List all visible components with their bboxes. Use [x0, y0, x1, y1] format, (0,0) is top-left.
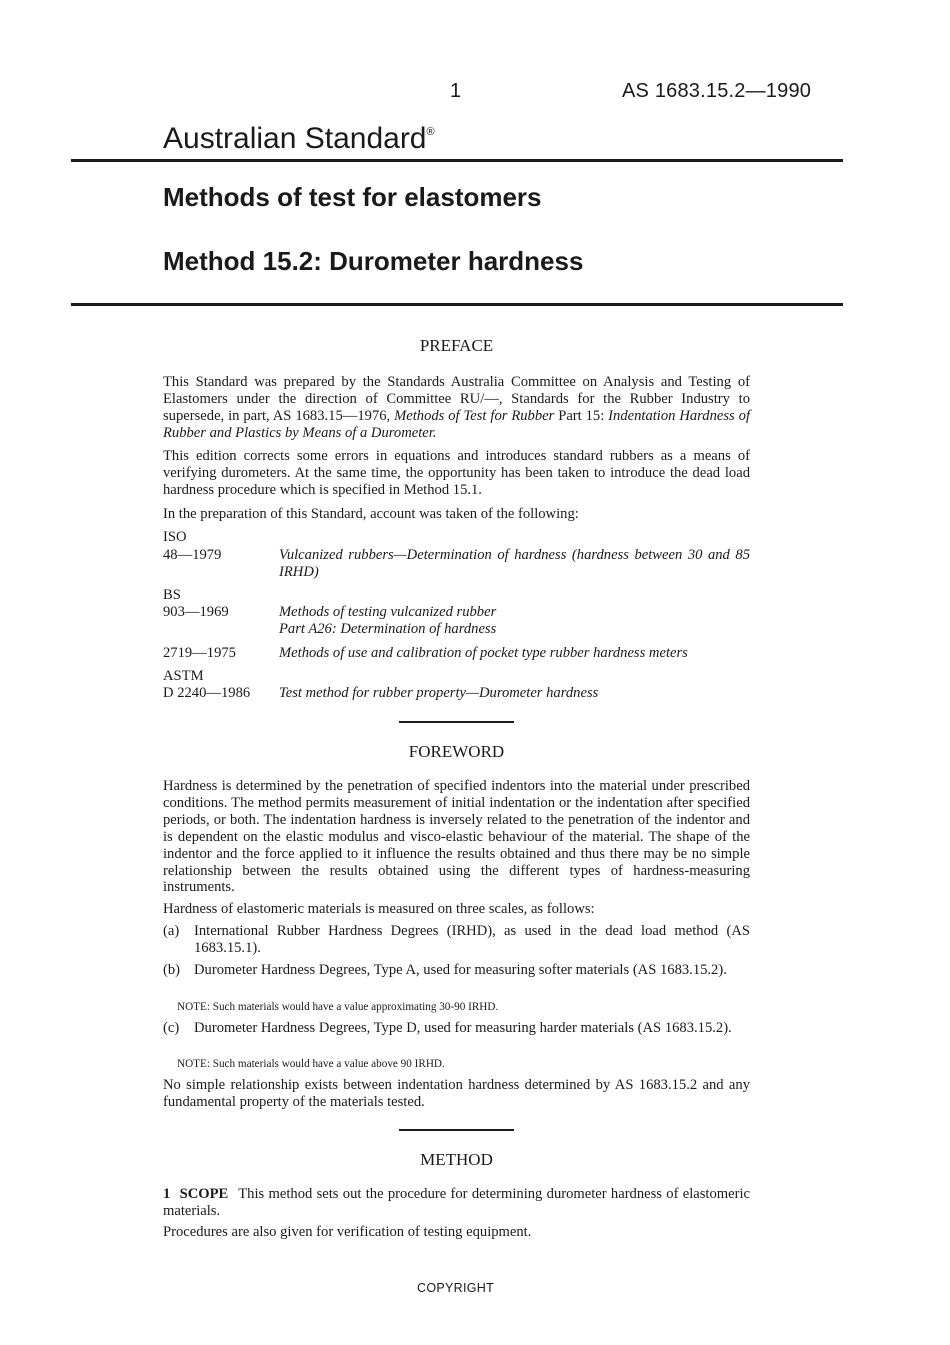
reference-number: D 2240—1986 — [163, 685, 251, 701]
list-item-label: (b) — [163, 962, 181, 978]
reference-title: Methods of use and calibration of pocket type rubber hardness meters — [279, 645, 688, 661]
note-text: NOTE: Such materials would have a value above 90 IRHD. — [177, 1058, 445, 1070]
note-text: NOTE: Such materials would have a value approximating 30-90 IRHD. — [177, 1001, 499, 1013]
preface-p1-part: Part 15: — [554, 407, 609, 424]
reference-title: Methods of testing vulcanized rubber — [279, 604, 497, 620]
method-heading: METHOD — [420, 1150, 493, 1169]
scope-label: 1 SCOPE — [163, 1186, 229, 1202]
scope-text: This method sets out the procedure for determining durometer hardness of elastomeric materials. — [163, 1186, 751, 1219]
preface-heading: PREFACE — [419, 336, 494, 355]
reference-title: Test method for rubber property—Durometer hardness — [279, 685, 599, 701]
section-divider — [399, 721, 514, 723]
reference-number: 48—1979 — [163, 547, 222, 563]
registered-mark: ® — [426, 126, 435, 138]
method-paragraph-2: Procedures are also given for verification of testing equipment. — [163, 1224, 532, 1240]
top-rule — [71, 159, 843, 162]
preface-paragraph-1 — [163, 374, 750, 442]
list-item-text: Durometer Hardness Degrees, Type D, used for measuring harder materials (AS 1683.15.2). — [194, 1020, 732, 1036]
list-item-text: Durometer Hardness Degrees, Type A, used for measuring softer materials (AS 1683.15.2). — [194, 962, 727, 978]
standard-id: AS 1683.15.2—1990 — [622, 80, 812, 102]
reference-category-astm: ASTM — [163, 668, 204, 684]
reference-category-iso: ISO — [163, 529, 187, 545]
preface-p1-text: This Standard was prepared by the Standards Australia Committee on Analysis and Testing of Elastomers under the direction of Committee RU/—, Standards for the Rubber Industry to supersede, in part, AS 1683.15—1976, — [163, 374, 750, 424]
list-item-label: (c) — [163, 1020, 180, 1036]
reference-subtitle: Part A26: Determination of hardness — [279, 621, 497, 637]
title-line-1: Methods of test for elastomers — [163, 182, 542, 212]
title-rule — [71, 303, 843, 306]
page-number: 1 — [450, 80, 462, 102]
list-item-label: (a) — [163, 923, 180, 939]
foreword-paragraph-2: Hardness of elastomeric materials is measured on three scales, as follows: — [163, 901, 595, 917]
reference-number: 903—1969 — [163, 604, 229, 620]
brand-text: Australian Standard — [163, 122, 427, 155]
foreword-paragraph-3: No simple relationship exists between indentation hardness determined by AS 1683.15.2 and any fundamental property of the materials tested. — [163, 1077, 750, 1110]
preface-p1-italic-title: Methods of Test for Rubber — [394, 407, 555, 424]
preface-paragraph-2: This edition corrects some errors in equations and introduces standard rubbers as a means of verifying durometers. At the same time, the opportunity has been taken to introduce the dead load hardness procedure which is specified in Method 15.1. — [163, 448, 750, 498]
brand-title — [163, 122, 435, 156]
foreword-heading: FOREWORD — [408, 742, 505, 761]
title-line-2: Method 15.2: Durometer hardness — [163, 246, 584, 276]
list-item-text: International Rubber Hardness Degrees (IRHD), as used in the dead load method (AS 1683.15.1). — [194, 923, 750, 956]
copyright-footer: COPYRIGHT — [417, 1281, 495, 1295]
section-divider — [399, 1129, 514, 1131]
reference-number: 2719—1975 — [163, 645, 236, 661]
foreword-paragraph-1: Hardness is determined by the penetration of specified indentors into the material under prescribed conditions. The method permits measurement of initial indentation or the indentation after specified periods, or both. The indentation hardness is inversely related to the penetration of the indentor and is dependent on the elastic modulus and visco-elastic behaviour of the material. The shape of the indentor and the force applied to it influence the results obtained and thus there may be no simple relationship between the results obtained using the different types of hardness-measuring instruments. — [163, 778, 750, 896]
preface-paragraph-3: In the preparation of this Standard, account was taken of the following: — [163, 506, 579, 522]
scope-paragraph — [163, 1186, 750, 1220]
preface-p1-italic-subtitle: Indentation Hardness of Rubber and Plastics by Means of a Durometer. — [163, 407, 750, 441]
reference-category-bs: BS — [163, 587, 181, 603]
reference-title: Vulcanized rubbers—Determination of hardness (hardness between 30 and 85 IRHD) — [279, 547, 750, 580]
